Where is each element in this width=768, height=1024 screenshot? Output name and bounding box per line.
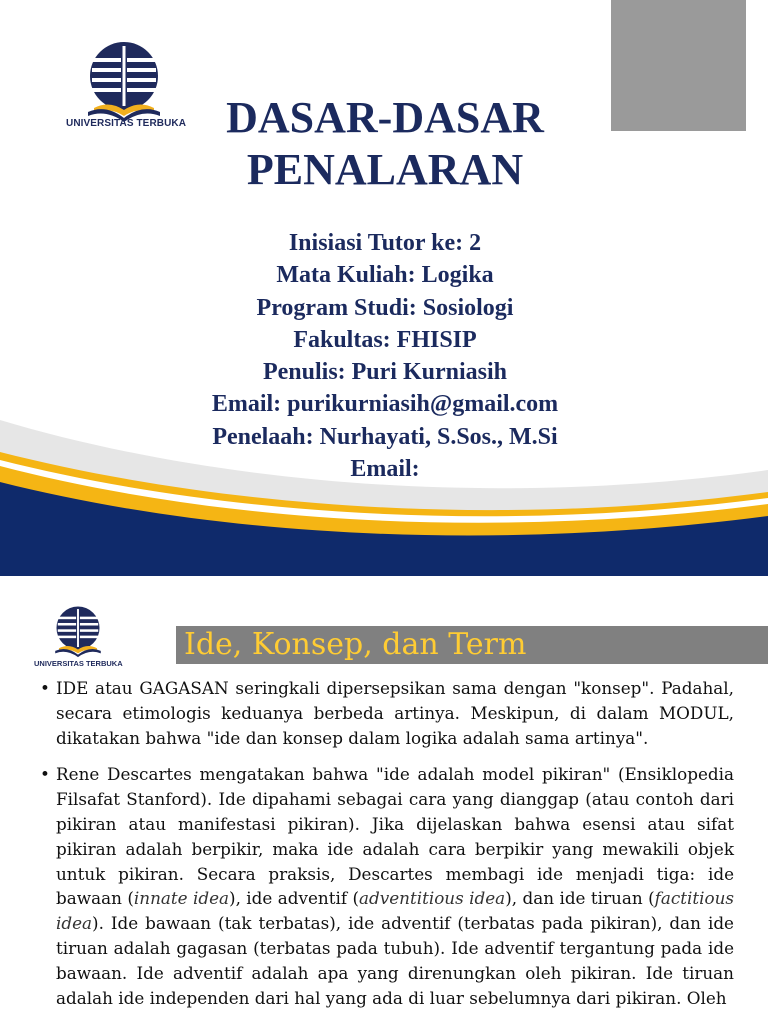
title-line-1: DASAR-DASAR bbox=[226, 93, 544, 142]
gray-decor-block bbox=[611, 0, 746, 131]
logo-text: UNIVERSITAS TERBUKA bbox=[34, 659, 123, 668]
slide-heading: Ide, Konsep, dan Term bbox=[184, 627, 527, 662]
slide-separator bbox=[0, 576, 768, 588]
bullet-paragraph bbox=[40, 762, 734, 1010]
slide-content bbox=[40, 676, 734, 1022]
info-email: Email: purikurniasih@gmail.com bbox=[211, 391, 559, 418]
title-line-2: PENALARAN bbox=[246, 145, 524, 194]
term-innate-idea: innate idea bbox=[133, 888, 230, 909]
university-logo-icon bbox=[38, 604, 118, 666]
bullet-paragraph bbox=[40, 676, 734, 750]
info-reviewer-email: Email: bbox=[350, 456, 420, 483]
term-factitious-idea: factitious idea bbox=[56, 888, 734, 934]
heading-bar bbox=[176, 626, 768, 664]
info-program: Program Studi: Sosiologi bbox=[256, 294, 514, 321]
bullet-icon: • bbox=[40, 764, 50, 785]
info-reviewer: Penelaah: Nurhayati, S.Sos., M.Si bbox=[212, 423, 558, 450]
decorative-waves bbox=[0, 400, 768, 576]
info-tutor: Inisiasi Tutor ke: 2 bbox=[288, 230, 482, 256]
info-course: Mata Kuliah: Logika bbox=[276, 262, 494, 289]
paragraph-text: ), dan ide tiruan ( bbox=[505, 888, 655, 909]
content-slide bbox=[0, 588, 768, 1024]
info-faculty: Fakultas: FHISIP bbox=[293, 326, 477, 353]
term-adventitious-idea: adventitious idea bbox=[359, 888, 506, 909]
page-title bbox=[190, 92, 580, 196]
logo-text: UNIVERSITAS TERBUKA bbox=[66, 118, 187, 129]
paragraph-text: Rene Descartes mengatakan bahwa "ide adalah model pikiran" (Ensiklopedia Filsafat Stanford). Ide dipahami sebagai cara yang dianggap (atau contoh dari pikiran atau manifestasi pikiran). Jika dijelaskan bahwa esensi atau sifat pikiran adalah berpikir, maka ide adalah cara berpikir yang mewakili objek untuk pikiran. Secara praksis, Descartes membagi ide menjadi tiga: ide bawaan ( bbox=[56, 764, 734, 909]
paragraph-text: ), ide adventif ( bbox=[229, 888, 360, 909]
paragraph-text: ). Ide bawaan (tak terbatas), ide adventif (terbatas pada pikiran), dan ide tiruan adalah gagasan (terbatas pada tubuh). Ide adventif tergantung pada ide bawaan. Ide adventif adalah apa yang direnungkan oleh pikiran. Ide tiruan adalah ide independen dari hal yang ada di luar sebelumnya dari pikiran. Oleh bbox=[56, 913, 734, 1008]
paragraph-text: IDE atau GAGASAN seringkali dipersepsikan sama dengan "konsep". Padahal, secara etimologis keduanya berbeda artinya. Meskipun, di dalam MODUL, dikatakan bahwa "ide dan konsep dalam logika adalah sama artinya". bbox=[56, 678, 734, 748]
info-author: Penulis: Puri Kurniasih bbox=[262, 359, 508, 386]
bullet-icon: • bbox=[40, 678, 50, 698]
